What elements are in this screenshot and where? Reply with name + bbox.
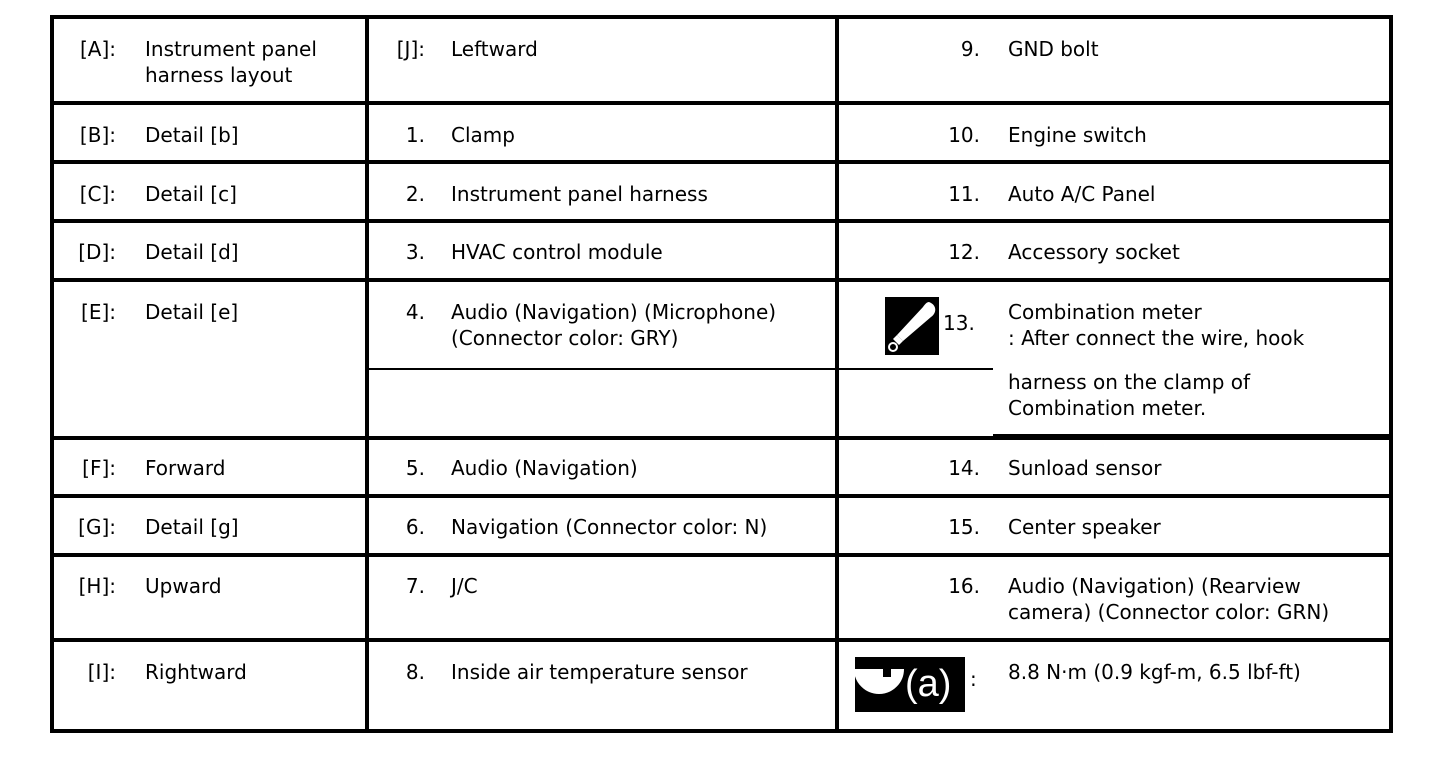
row-divider <box>50 553 1393 557</box>
legend-number: 4. <box>405 300 425 324</box>
legend-number: 14. <box>948 456 980 480</box>
row-divider <box>50 494 1393 498</box>
legend-text: Detail [d] <box>145 240 239 264</box>
row-divider <box>50 219 1393 223</box>
legend-number: 9. <box>960 37 980 61</box>
legend-key: [F]: <box>82 456 116 480</box>
legend-text: harness on the clamp of <box>1008 370 1251 394</box>
legend-text: Center speaker <box>1008 515 1161 539</box>
legend-key: [C]: <box>79 182 116 206</box>
legend-number: 2. <box>405 182 425 206</box>
legend-number: 6. <box>405 515 425 539</box>
legend-text: Rightward <box>145 660 247 684</box>
hook-icon <box>885 297 939 355</box>
legend-text: Forward <box>145 456 226 480</box>
legend-number: 3. <box>405 240 425 264</box>
legend-text: Detail [g] <box>145 515 239 539</box>
legend-text: J/C <box>451 574 478 598</box>
legend-key: [D]: <box>78 240 116 264</box>
row-divider <box>50 638 1393 642</box>
legend-text: Inside air temperature sensor <box>451 660 748 684</box>
row-divider <box>50 278 1393 282</box>
sub-row-divider <box>365 368 993 370</box>
torque-icon-letter: (a) <box>905 663 952 705</box>
row-divider <box>50 101 1393 105</box>
legend-key: [G]: <box>78 515 116 539</box>
torque-wrench-icon <box>855 657 965 712</box>
legend-text: GND bolt <box>1008 37 1099 61</box>
legend-text: Leftward <box>451 37 538 61</box>
column-divider <box>835 15 839 733</box>
legend-number: 10. <box>948 123 980 147</box>
legend-text: Combination meter. <box>1008 396 1207 420</box>
legend-text: Audio (Navigation) <box>451 456 638 480</box>
row-divider <box>50 160 1393 164</box>
legend-text: Detail [e] <box>145 300 239 324</box>
legend-text: (Connector color: GRY) <box>451 326 679 350</box>
legend-key: [E]: <box>81 300 116 324</box>
legend-number: 7. <box>405 574 425 598</box>
legend-number: 13. <box>943 311 975 335</box>
legend-text: Instrument panel harness <box>451 182 708 206</box>
legend-text: HVAC control module <box>451 240 663 264</box>
legend-key: [A]: <box>79 37 116 61</box>
legend-number: 15. <box>948 515 980 539</box>
legend-number: 5. <box>405 456 425 480</box>
legend-text: Detail [c] <box>145 182 237 206</box>
legend-key: [H]: <box>78 574 116 598</box>
legend-text: Engine switch <box>1008 123 1147 147</box>
legend-key: [I]: <box>87 660 116 684</box>
legend-text: Auto A/C Panel <box>1008 182 1156 206</box>
legend-text: Upward <box>145 574 222 598</box>
legend-text: Accessory socket <box>1008 240 1180 264</box>
legend-text: Combination meter <box>1008 300 1202 324</box>
legend-number: 8. <box>405 660 425 684</box>
legend-text: Instrument panel <box>145 37 317 61</box>
legend-number: 12. <box>948 240 980 264</box>
legend-text: Clamp <box>451 123 515 147</box>
row-divider <box>50 436 1393 440</box>
legend-text: 8.8 N·m (0.9 kgf-m, 6.5 lbf-ft) <box>1008 660 1301 684</box>
legend-key: [J]: <box>396 37 425 61</box>
legend-key: [B]: <box>79 123 116 147</box>
legend-text: harness layout <box>145 63 293 87</box>
legend-text: camera) (Connector color: GRN) <box>1008 600 1330 624</box>
legend-colon: : <box>970 667 977 691</box>
legend-text: Audio (Navigation) (Rearview <box>1008 574 1301 598</box>
legend-number: 16. <box>948 574 980 598</box>
legend-number: 1. <box>405 123 425 147</box>
column-divider <box>365 15 369 733</box>
legend-text: Audio (Navigation) (Microphone) <box>451 300 777 324</box>
legend-text: Detail [b] <box>145 123 239 147</box>
legend-text: : After connect the wire, hook <box>1008 326 1305 350</box>
legend-text: Navigation (Connector color: N) <box>451 515 768 539</box>
legend-text: Sunload sensor <box>1008 456 1162 480</box>
legend-number: 11. <box>948 182 980 206</box>
